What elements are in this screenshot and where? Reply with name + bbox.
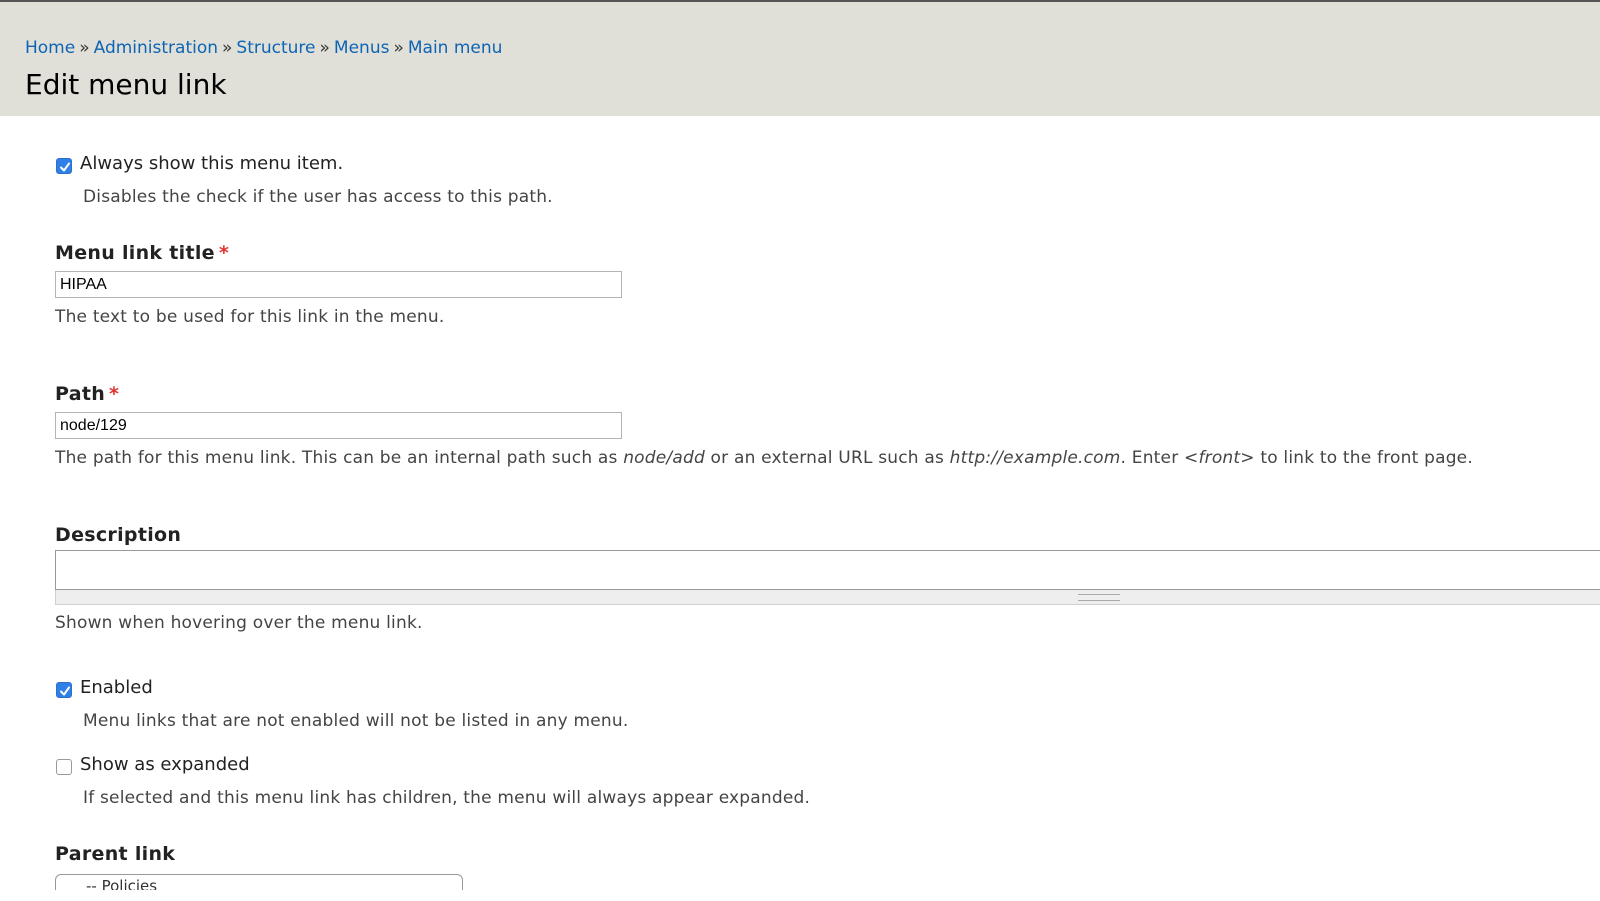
textarea-resize-handle[interactable] <box>55 590 1600 605</box>
menu-link-title-label <box>55 242 229 264</box>
breadcrumb-structure[interactable]: Structure <box>236 38 316 58</box>
checkmark-icon <box>58 684 72 698</box>
path-example-front: <front> <box>1184 448 1255 468</box>
always-show-description: Disables the check if the user has access to this path. <box>83 187 553 207</box>
parent-link-select[interactable] <box>55 874 463 890</box>
parent-link-label: Parent link <box>55 843 176 865</box>
path-label-text: Path <box>55 383 106 405</box>
path-description-text: . Enter <box>1120 448 1184 468</box>
path-description-text: The path for this menu link. This can be an internal path such as <box>55 448 624 468</box>
path-example-external: http://example.com <box>949 448 1121 468</box>
show-expanded-description: If selected and this menu link has children, the menu will always appear expanded. <box>83 788 811 808</box>
path-description-text: to link to the front page. <box>1254 448 1473 468</box>
breadcrumb-menus[interactable]: Menus <box>333 38 390 58</box>
path-example-internal: node/add <box>623 448 705 468</box>
breadcrumb-separator: » <box>79 38 90 58</box>
parent-link-selected-value: -- Policies <box>86 877 158 890</box>
checkmark-icon <box>58 160 72 174</box>
always-show-label[interactable]: Always show this menu item. <box>80 153 344 174</box>
page-title: Edit menu link <box>25 68 227 101</box>
breadcrumb-separator: » <box>222 38 233 58</box>
description-field-description: Shown when hovering over the menu link. <box>55 613 423 633</box>
required-marker: * <box>218 242 230 264</box>
show-expanded-checkbox[interactable] <box>56 759 72 775</box>
breadcrumb-main-menu[interactable]: Main menu <box>407 38 503 58</box>
always-show-checkbox[interactable] <box>56 158 72 174</box>
enabled-checkbox[interactable] <box>56 682 72 698</box>
breadcrumb-home[interactable]: Home <box>25 38 76 58</box>
breadcrumb-administration[interactable]: Administration <box>93 38 219 58</box>
breadcrumb-separator: » <box>319 38 330 58</box>
enabled-label[interactable]: Enabled <box>80 677 153 698</box>
menu-link-title-label-text: Menu link title <box>55 242 215 264</box>
path-description-text: or an external URL such as <box>704 448 950 468</box>
grip-icon <box>1078 594 1120 601</box>
path-description <box>55 448 1473 468</box>
required-marker: * <box>109 383 120 405</box>
menu-link-title-description: The text to be used for this link in the menu. <box>55 307 445 327</box>
page-header <box>0 0 1600 116</box>
show-expanded-label[interactable]: Show as expanded <box>80 754 250 775</box>
description-textarea[interactable] <box>55 550 1600 590</box>
path-label <box>55 383 119 405</box>
description-label: Description <box>55 524 182 546</box>
breadcrumb-separator: » <box>393 38 404 58</box>
enabled-description: Menu links that are not enabled will not be listed in any menu. <box>83 711 629 731</box>
menu-link-title-input[interactable] <box>55 271 622 298</box>
breadcrumb <box>25 38 502 58</box>
path-input[interactable] <box>55 412 622 439</box>
